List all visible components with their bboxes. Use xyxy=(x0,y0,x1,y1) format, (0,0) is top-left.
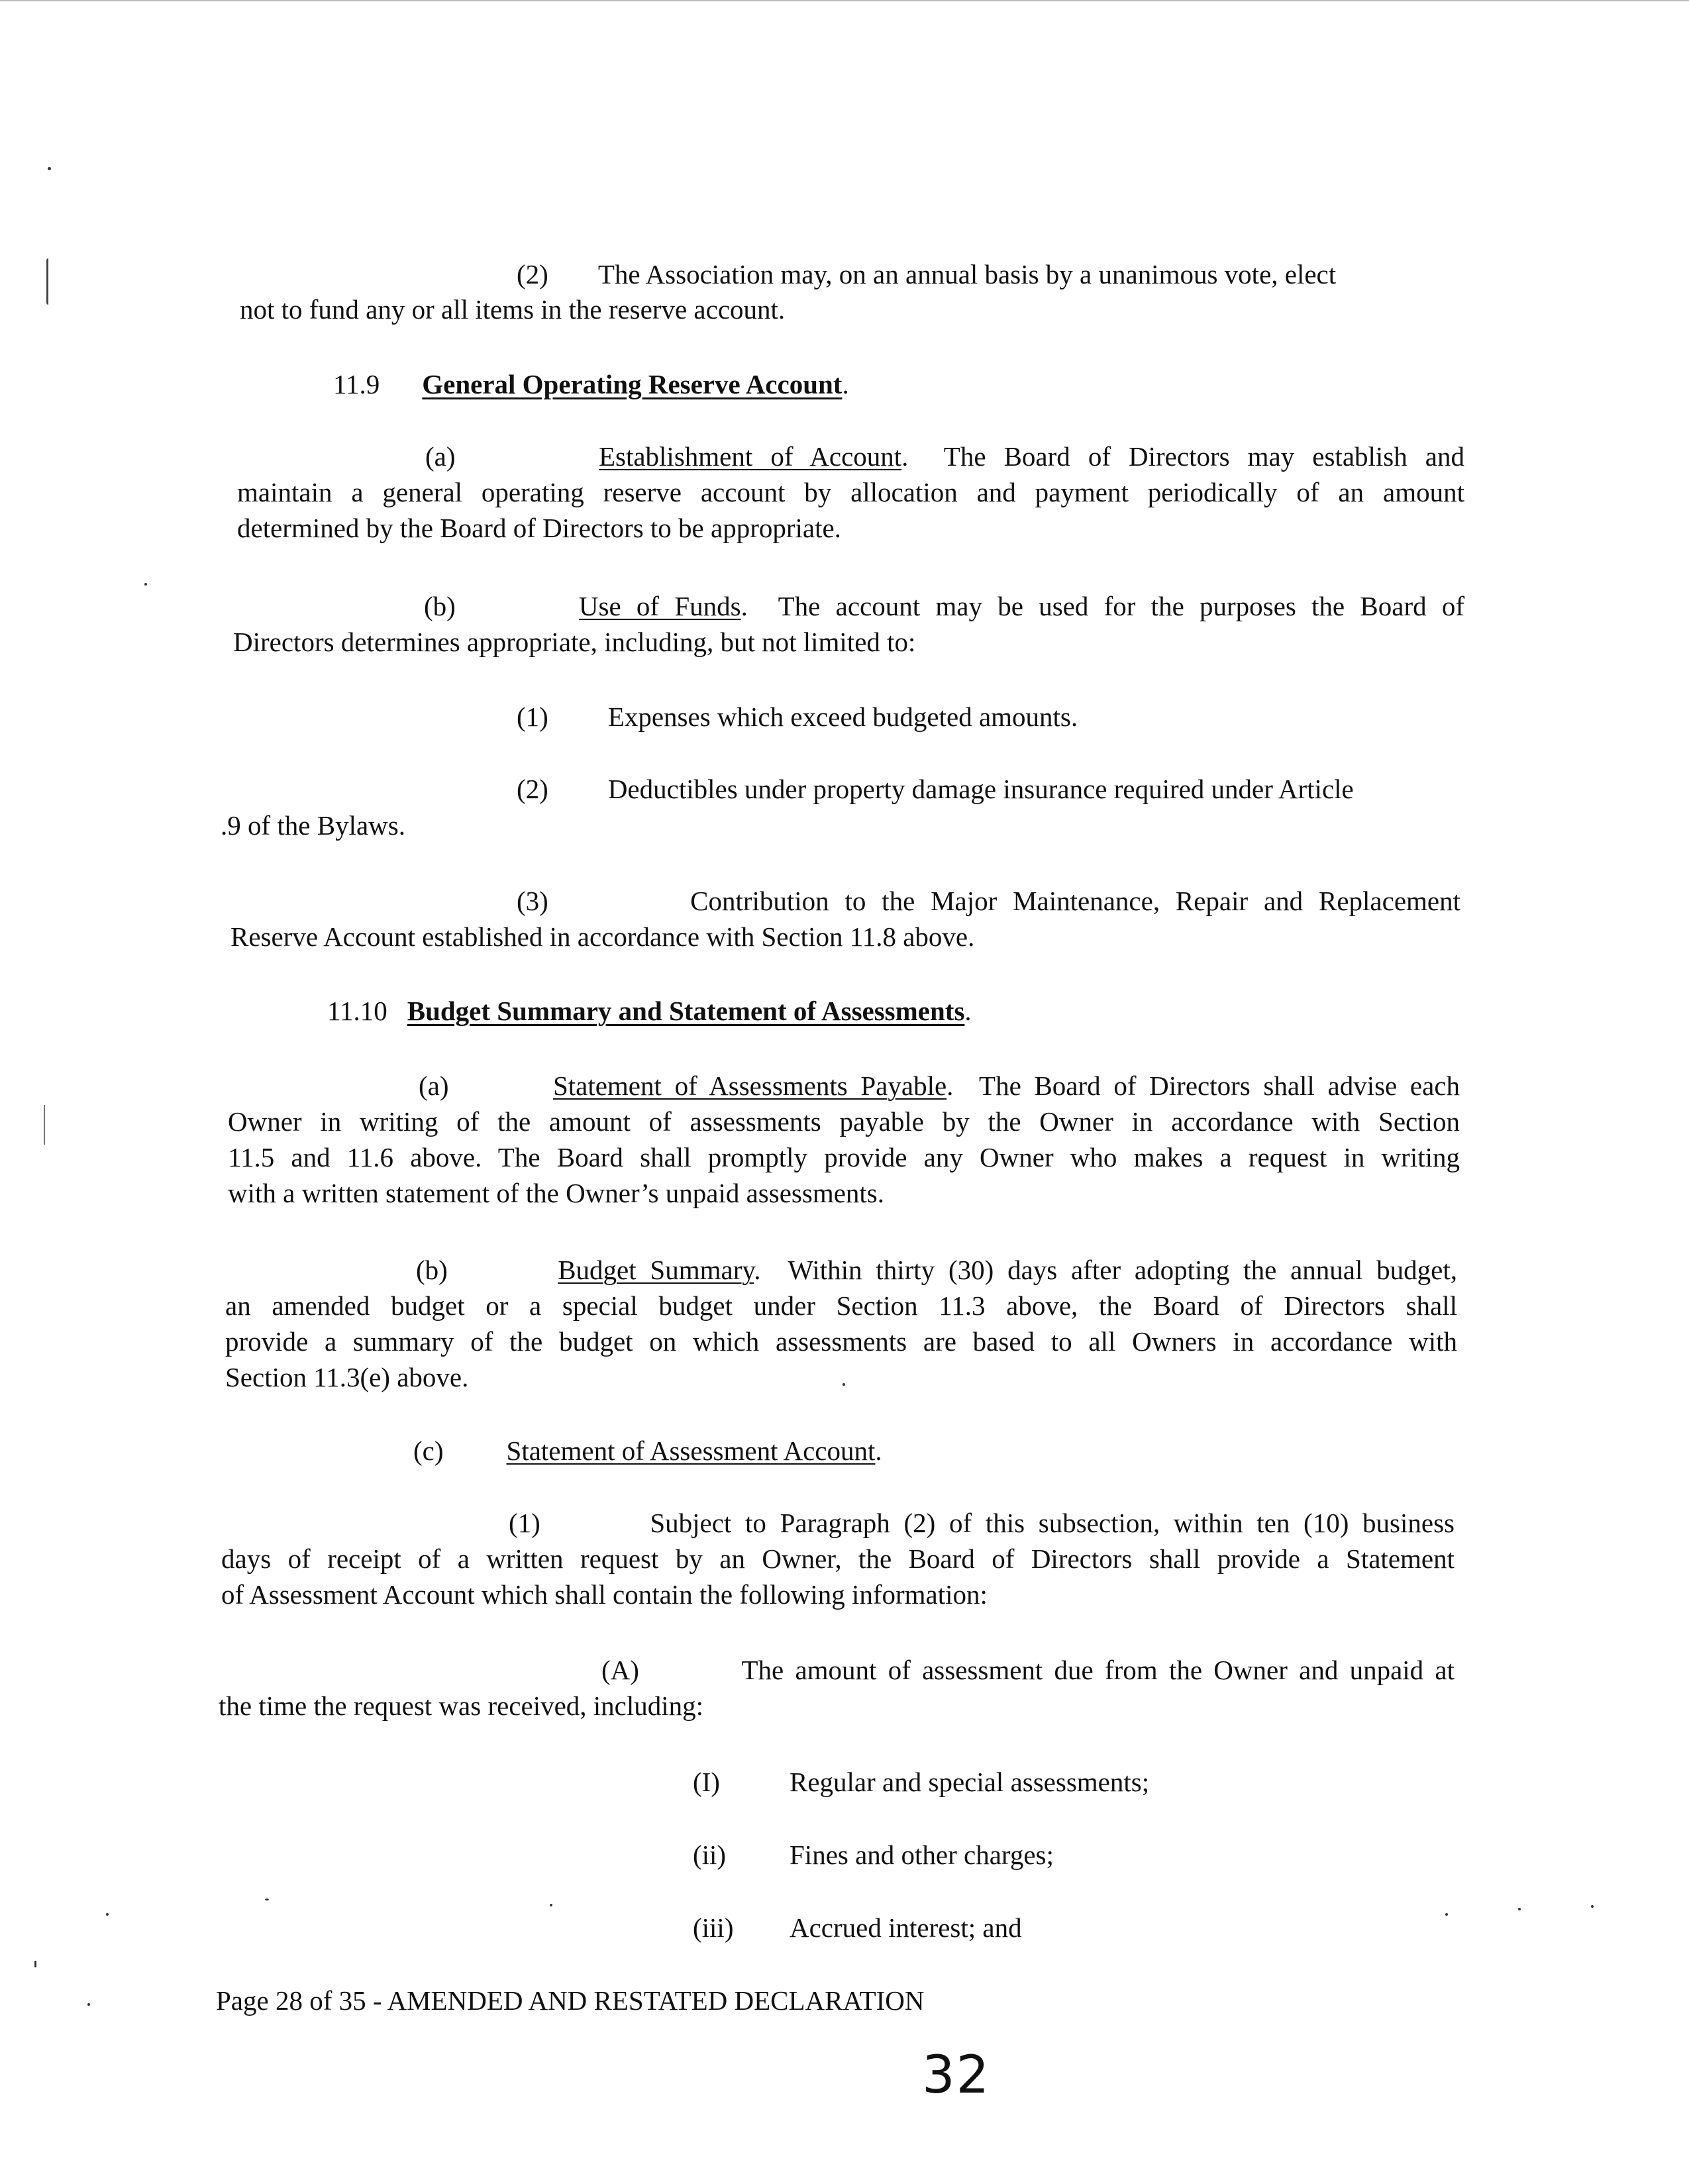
paragraph-line: (a) Statement of Assessments Payable. The Board of Directors shall advise each xyxy=(419,1070,1460,1101)
paragraph-text: The account may be used for the purposes the Board of xyxy=(778,591,1465,621)
clause-label: (A) xyxy=(601,1655,639,1685)
clause-label: (2) xyxy=(517,259,548,289)
scan-edge xyxy=(0,0,1689,1)
clause-2-continuation: not to fund any or all items in the reserve account. xyxy=(240,294,786,325)
margin-bracket-mark xyxy=(46,258,48,305)
section-title: General Operating Reserve Account xyxy=(422,369,843,399)
subitem-label: (I) xyxy=(693,1767,720,1797)
section-number: 11.9 xyxy=(333,369,380,399)
paragraph-line: maintain a general operating reserve account by allocation and payment periodically of an amount xyxy=(237,477,1464,507)
item-label: (1) xyxy=(517,702,548,732)
paragraph-label: (a) xyxy=(425,441,456,472)
paragraph-line: (b) Budget Summary. Within thirty (30) days after adopting the annual budget, xyxy=(416,1255,1457,1285)
paragraph-a-statement-payable xyxy=(228,1068,1460,1211)
section-period: . xyxy=(842,369,849,399)
clause-line: of Assessment Account which shall contain the following information: xyxy=(221,1579,988,1610)
paragraph-line: Directors determines appropriate, including, but not limited to: xyxy=(233,627,916,657)
paragraph-text: The Board of Directors may establish and xyxy=(943,441,1465,472)
paragraph-line: Section 11.3(e) above. xyxy=(225,1362,469,1392)
paragraph-label: (b) xyxy=(424,591,456,621)
clause-c1 xyxy=(221,1505,1455,1612)
subitem-text: Accrued interest; and xyxy=(790,1912,1022,1943)
clause-line xyxy=(219,1652,1455,1688)
item-b2 xyxy=(517,772,1354,806)
paragraph-line: an amended budget or a special budget under Section 11.3 above, the Board of Directors shall xyxy=(225,1290,1457,1321)
item-text: Contribution to the Major Maintenance, Repair and Replacement xyxy=(690,886,1460,916)
scan-speck xyxy=(1591,1905,1594,1908)
page-footer: Page 28 of 35 - AMENDED AND RESTATED DECLARATION xyxy=(216,1985,925,2016)
item-b2-continuation: .9 of the Bylaws. xyxy=(221,810,405,841)
subitem-iii xyxy=(693,1910,1022,1945)
paragraph-c-heading xyxy=(413,1433,882,1468)
paragraph-text: The Board of Directors shall advise each xyxy=(979,1070,1460,1101)
scan-speck xyxy=(1518,1908,1521,1910)
paragraph-line: (a) Establishment of Account. The Board of Directors may establish and xyxy=(425,441,1465,472)
paragraph-line: (b) Use of Funds. The account may be used for the purposes the Board of xyxy=(424,591,1465,621)
paragraph-b-use-of-funds xyxy=(233,588,1464,660)
paragraph-text: Within thirty (30) days after adopting the annual budget, xyxy=(788,1255,1457,1285)
clause-cA xyxy=(219,1652,1455,1724)
subitem-label: (iii) xyxy=(693,1912,734,1943)
item-label: (2) xyxy=(517,774,548,804)
item-label: (3) xyxy=(517,886,548,916)
paragraph-title: Use of Funds xyxy=(578,591,741,621)
paragraph-title: Statement of Assessment Account xyxy=(506,1435,876,1466)
scan-speck xyxy=(550,1904,552,1906)
paragraph-label: (a) xyxy=(419,1070,449,1101)
paragraph-period: . xyxy=(875,1435,882,1466)
paragraph-line: with a written statement of the Owner’s unpaid assessments. xyxy=(228,1178,885,1208)
item-line: Reserve Account established in accordance with Section 11.8 above. xyxy=(230,921,975,952)
clause-text: The amount of assessment due from the Owner and unpaid at xyxy=(741,1655,1455,1685)
paragraph-line: 11.5 and 11.6 above. The Board shall promptly provide any Owner who makes a request in writing xyxy=(228,1142,1460,1172)
paragraph-line: determined by the Board of Directors to be appropriate. xyxy=(237,513,841,543)
subitem-text: Regular and special assessments; xyxy=(790,1767,1150,1797)
paragraph-title: Establishment of Account xyxy=(598,441,902,472)
paragraph-a-establishment xyxy=(237,439,1464,546)
subitem-label: (ii) xyxy=(693,1840,727,1870)
item-text: Expenses which exceed budgeted amounts. xyxy=(607,702,1078,732)
section-period: . xyxy=(964,996,972,1026)
paragraph-title: Statement of Assessments Payable xyxy=(552,1070,947,1101)
subitem-text: Fines and other charges; xyxy=(790,1840,1054,1870)
clause-text: Subject to Paragraph (2) of this subsection, within ten (10) business xyxy=(650,1508,1455,1538)
handwritten-page-number: 32 xyxy=(922,2046,991,2105)
paragraph-b-budget-summary xyxy=(225,1252,1457,1395)
section-title: Budget Summary and Statement of Assessments xyxy=(407,996,965,1026)
section-11-10-heading xyxy=(327,994,972,1028)
paragraph-line: Owner in writing of the amount of assessments payable by the Owner in accordance with Section xyxy=(228,1106,1460,1137)
subitem-ii xyxy=(693,1838,1054,1872)
item-b1 xyxy=(517,700,1078,734)
scan-speck xyxy=(106,1913,109,1916)
paragraph-label: (b) xyxy=(416,1255,448,1285)
paragraph-line: provide a summary of the budget on which assessments are based to all Owners in accordance with xyxy=(225,1326,1457,1357)
item-b3 xyxy=(230,883,1460,955)
scan-speck xyxy=(34,1961,36,1967)
item-line xyxy=(230,883,1460,919)
subitem-i xyxy=(693,1765,1149,1799)
margin-bracket-mark xyxy=(44,1105,45,1145)
scan-speck xyxy=(144,583,147,586)
paragraph-label: (c) xyxy=(413,1435,444,1466)
scan-speck xyxy=(843,1383,845,1386)
scan-speck xyxy=(265,1898,269,1900)
section-number: 11.10 xyxy=(327,996,387,1026)
clause-2-line xyxy=(517,257,1336,291)
clause-line: the time the request was received, including: xyxy=(219,1690,704,1721)
clause-text: The Association may, on an annual basis by a unanimous vote, elect xyxy=(597,259,1337,289)
clause-line: days of receipt of a written request by an Owner, the Board of Directors shall provide a Statement xyxy=(221,1543,1455,1574)
paragraph-title: Budget Summary xyxy=(558,1255,754,1285)
clause-label: (1) xyxy=(509,1508,540,1538)
scan-speck xyxy=(87,2003,90,2006)
item-text: Deductibles under property damage insurance required under Article xyxy=(607,774,1354,804)
section-11-9-heading xyxy=(333,367,849,401)
clause-line xyxy=(221,1505,1455,1541)
scan-speck xyxy=(1445,1913,1448,1916)
scan-speck xyxy=(48,167,51,170)
